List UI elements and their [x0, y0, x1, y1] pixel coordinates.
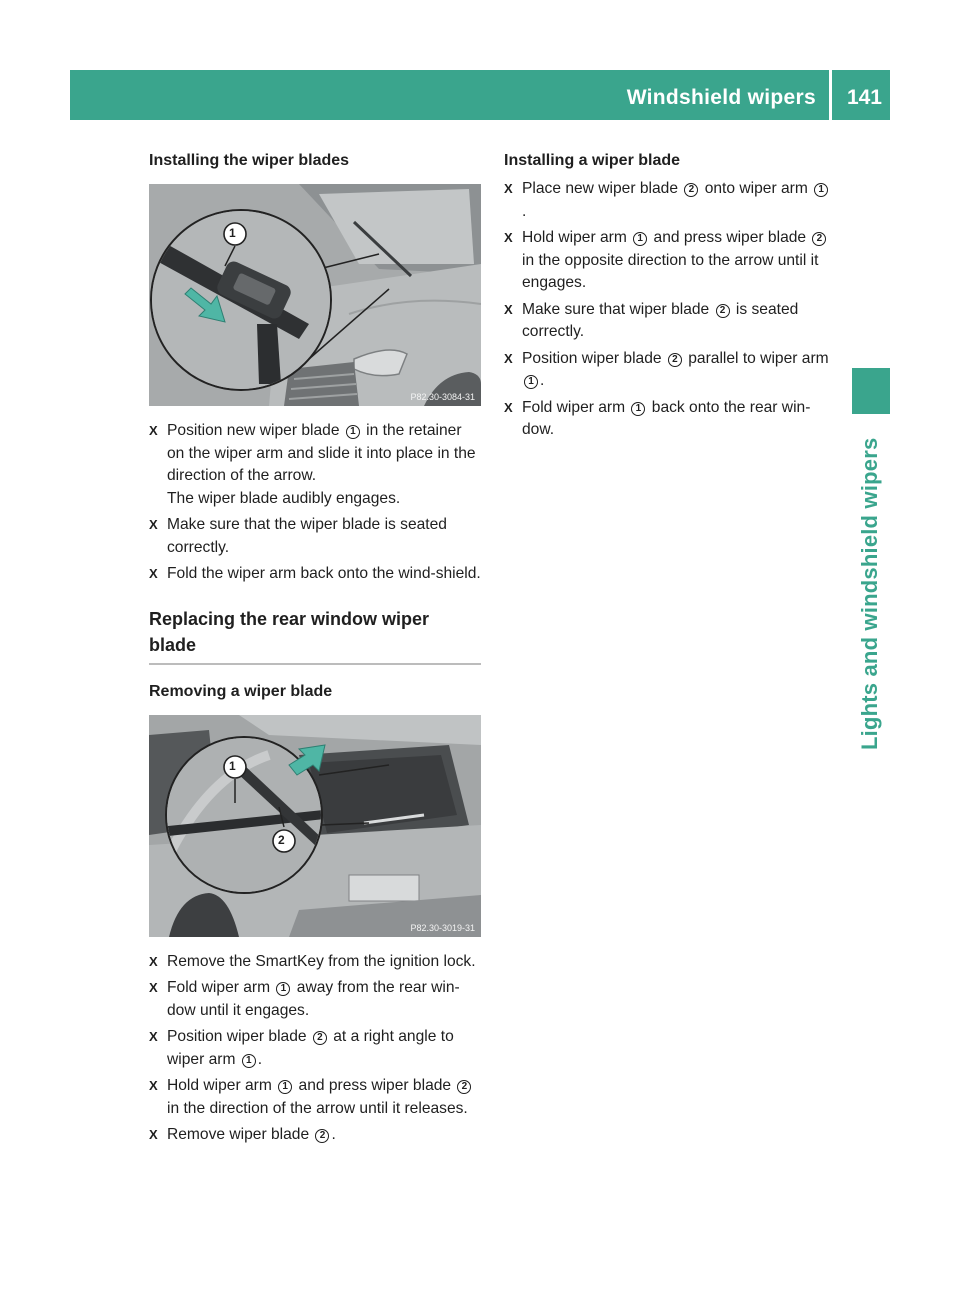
callout-number-icon: 2 [716, 304, 730, 318]
figure-rear-wiper [149, 715, 481, 937]
bullet-arrow-icon: X [504, 230, 513, 245]
header-bar [70, 70, 890, 120]
step-text: Fold wiper arm 1 away from the rear win-dow until it engages. [167, 979, 460, 1019]
list-item [504, 178, 834, 223]
callout-number-icon: 1 [242, 1054, 256, 1068]
callout-number-icon: 1 [814, 183, 828, 197]
bullet-arrow-icon: X [149, 423, 158, 438]
bullet-arrow-icon: X [149, 980, 158, 995]
list-item [149, 514, 481, 559]
car-rear-illustration [149, 715, 481, 937]
bullet-arrow-icon: X [149, 1029, 158, 1044]
step-text: Position new wiper blade 1 in the retainer on the wiper arm and slide it into place in the direction of the arrow. The wiper blade audibly engages. [167, 422, 476, 507]
chapter-tab-marker [852, 368, 890, 414]
step-text: Make sure that wiper blade 2 is seated correctly. [522, 300, 799, 340]
figure1-code: P82.30-3084-31 [410, 392, 475, 402]
figure2-callout-2: 2 [278, 832, 285, 847]
step-text: Position wiper blade 2 parallel to wiper arm 1 . [522, 349, 829, 389]
bullet-arrow-icon: X [149, 1127, 158, 1142]
header-title: Windshield wipers [626, 86, 816, 109]
bullet-arrow-icon: X [504, 301, 513, 317]
list-item [149, 1075, 481, 1120]
bullet-arrow-icon: X [149, 517, 158, 532]
list-item [149, 951, 481, 974]
step-text: Hold wiper arm 1 and press wiper blade 2 in the direction of the arrow until it releases. [167, 1077, 473, 1117]
list-item [149, 1124, 481, 1147]
list-item [504, 227, 834, 295]
step-text: Place new wiper blade 2 onto wiper arm 1. [522, 180, 830, 220]
step-text: Remove the SmartKey from the ignition lock. [167, 952, 476, 970]
remove-steps-list [149, 951, 481, 1147]
callout-number-icon: 2 [313, 1031, 327, 1045]
bullet-arrow-icon: X [149, 1078, 158, 1093]
figure1-callout-1: 1 [229, 226, 236, 240]
callout-number-icon: 2 [812, 232, 826, 246]
callout-number-icon: 2 [315, 1129, 329, 1143]
bullet-arrow-icon: X [504, 399, 513, 415]
step-text: Remove wiper blade 2 . [167, 1126, 336, 1143]
bullet-arrow-icon: X [149, 953, 158, 969]
step-text: Make sure that the wiper blade is seated correctly. [167, 516, 447, 556]
left-column [149, 150, 481, 1147]
car-front-illustration [149, 184, 481, 406]
removing-heading: Removing a wiper blade [149, 682, 333, 700]
right-steps-list [504, 178, 834, 442]
figure-wiper-blade-install [149, 184, 481, 406]
callout-number-icon: 2 [457, 1080, 471, 1094]
bullet-arrow-icon: X [504, 181, 513, 196]
step-text: Hold wiper arm 1 and press wiper blade 2 in the opposite direction to the arrow until it engages. [522, 229, 828, 291]
step-text: Fold the wiper arm back onto the wind-shield. [167, 565, 481, 582]
step-text: Fold wiper arm 1 back onto the rear win-dow. [522, 398, 811, 438]
figure2-callout-1: 1 [229, 758, 236, 773]
callout-number-icon: 1 [278, 1080, 292, 1094]
callout-number-icon: 2 [684, 183, 698, 197]
section-title: Replacing the rear window wiper blade [149, 606, 481, 665]
figure2-code: P82.30-3019-31 [410, 922, 475, 933]
callout-number-icon: 2 [668, 353, 682, 367]
callout-number-icon: 1 [346, 425, 360, 439]
installing-heading: Installing the wiper blades [149, 152, 350, 169]
bullet-arrow-icon: X [149, 566, 158, 581]
list-item [149, 563, 481, 586]
list-item [149, 420, 481, 510]
header-divider [829, 70, 832, 120]
bullet-arrow-icon: X [504, 350, 513, 366]
callout-number-icon: 1 [633, 232, 647, 246]
callout-number-icon: 1 [276, 982, 290, 996]
step-text: Position wiper blade 2 at a right angle to wiper arm 1 . [167, 1028, 454, 1068]
list-item [504, 348, 834, 393]
list-item [149, 1026, 481, 1071]
page-number: 141 [846, 86, 882, 109]
chapter-tab-label: Lights and windshield wipers [857, 437, 882, 750]
list-item [149, 977, 481, 1022]
install-steps-list [149, 420, 481, 586]
callout-number-icon: 1 [524, 375, 538, 389]
list-item [504, 299, 834, 344]
callout-number-icon: 1 [631, 402, 645, 416]
installing-wiper-heading: Installing a wiper blade [504, 152, 681, 169]
list-item [504, 397, 834, 442]
right-column [504, 150, 834, 442]
